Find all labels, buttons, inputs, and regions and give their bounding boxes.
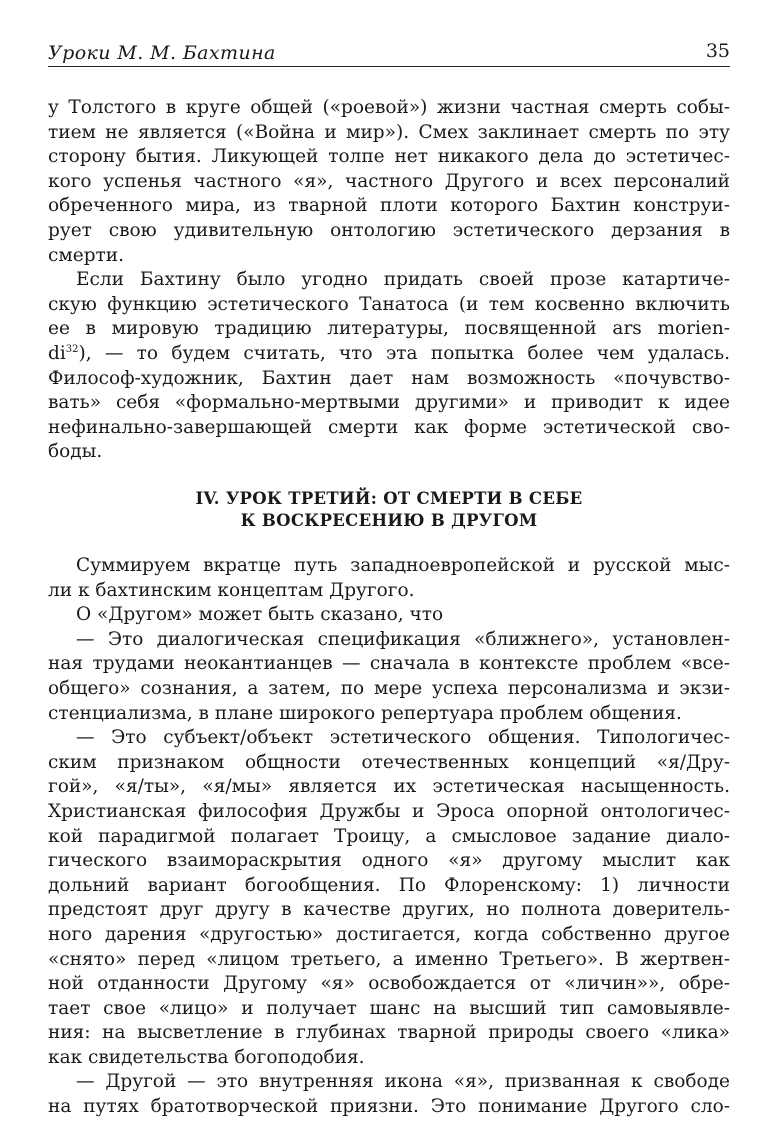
text-fragment: di xyxy=(48,342,66,364)
text-line: гой», «я/ты», «я/мы» является их эстетическая насыщенность. xyxy=(48,776,730,798)
text-line: ли к бахтинским концептам Другого. xyxy=(48,579,415,601)
text-line: как свидетельства богоподобия. xyxy=(48,1046,365,1068)
section-body xyxy=(48,554,730,1120)
text-line: — Это субъект/объект эстетического общения. Типологичес- xyxy=(76,727,730,749)
running-title: Уроки М. М. Бахтина xyxy=(48,42,276,64)
text-line: ная трудами неокантианцев — сначала в контексте проблем «все- xyxy=(48,653,730,675)
text-line: дольний вариант богообщения. По Флоренскому: 1) личности xyxy=(48,874,730,896)
text-line: ной отданности Другому «я» освобождается от «личин»», обре- xyxy=(48,973,730,995)
text-line: гического взаимораскрытия одного «я» другому мыслит как xyxy=(48,850,730,872)
text-line: нефинально-завершающей смерти как форме эстетической сво- xyxy=(48,416,730,438)
text-line: тает свое «лицо» и получает шанс на высший тип самовыявле- xyxy=(48,997,730,1019)
text-line-with-footnote xyxy=(48,342,730,367)
page-header xyxy=(48,40,730,67)
text-line: сторону бытия. Ликующей толпе нет никакого дела до эстетичес- xyxy=(48,146,730,168)
text-line: кого успенья частного «я», частного Другого и всех персоналий xyxy=(48,170,730,192)
text-line: стенциализма, в плане широкого репертуара проблем общения. xyxy=(48,702,682,724)
text-line: — Другой — это внутренняя икона «я», призванная к свободе xyxy=(76,1071,730,1093)
text-line: ния: на высветление в глубинах тварной природы своего «лика» xyxy=(48,1022,730,1044)
text-line: кой парадигмой полагает Троицу, а смысловое задание диало- xyxy=(48,825,730,847)
text-line: Христианская философия Дружбы и Эроса опорной онтологичес- xyxy=(48,800,730,822)
text-line: Суммируем вкратце путь западноевропейской и русской мыс- xyxy=(76,555,730,576)
text-line: рует свою удивительную онтологию эстетического дерзания в xyxy=(48,219,730,241)
footnote-reference[interactable]: 32 xyxy=(65,343,79,355)
text-line: ее в мировую традицию литературы, посвященной ars morien- xyxy=(48,318,730,340)
text-line: обреченного мира, из тварной плоти которого Бахтин конструи- xyxy=(48,195,730,217)
paragraph-2 xyxy=(48,268,730,465)
text-line: общего» сознания, а затем, по мере успеха персонализма и экзи- xyxy=(48,677,730,699)
text-line: на путях братотворческой приязни. Это понимание Другого сло- xyxy=(48,1096,730,1118)
section-heading xyxy=(48,488,730,532)
paragraph-1 xyxy=(48,96,730,268)
text-line: «снято» перед «лицом третьего, а именно Третьего». В жертвен- xyxy=(48,948,730,970)
text-line: — Это диалогическая спецификация «ближнего», установлен- xyxy=(76,628,730,650)
section-heading-line: К ВОСКРЕСЕНИЮ В ДРУГОМ xyxy=(240,511,538,530)
text-fragment: ), — то будем считать, что эта попытка более чем удалась. xyxy=(78,342,730,364)
text-line: О «Другом» может быть сказано, что xyxy=(76,604,444,626)
body-text-top xyxy=(48,96,730,465)
text-line: предстоят друг другу в качестве других, но полнота доверитель- xyxy=(48,899,730,921)
text-line: Если Бахтину было угодно придать своей прозе катартиче- xyxy=(76,269,730,291)
text-line: смерти. xyxy=(48,244,124,266)
text-line: ским признаком общности отечественных концепций «я/Дру- xyxy=(48,751,730,773)
text-line: вать» себя «формально-мертвыми другими» и приводит к идее xyxy=(48,392,730,414)
page-number: 35 xyxy=(705,40,730,62)
text-line: скую функцию эстетического Танатоса (и тем косвенно включить xyxy=(48,293,730,315)
text-line: тием не является («Война и мир»). Смех заклинает смерть по эту xyxy=(48,121,730,143)
text-line: ного дарения «другостью» достигается, когда собственно другое xyxy=(48,923,730,945)
text-line: у Толстого в круге общей («роевой») жизни частная смерть собы- xyxy=(48,97,730,118)
text-line: боды. xyxy=(48,441,103,463)
section-heading-line: IV. УРОК ТРЕТИЙ: ОТ СМЕРТИ В СЕБЕ xyxy=(195,489,583,508)
text-line: Философ-художник, Бахтин дает нам возможность «почувство- xyxy=(48,367,730,389)
